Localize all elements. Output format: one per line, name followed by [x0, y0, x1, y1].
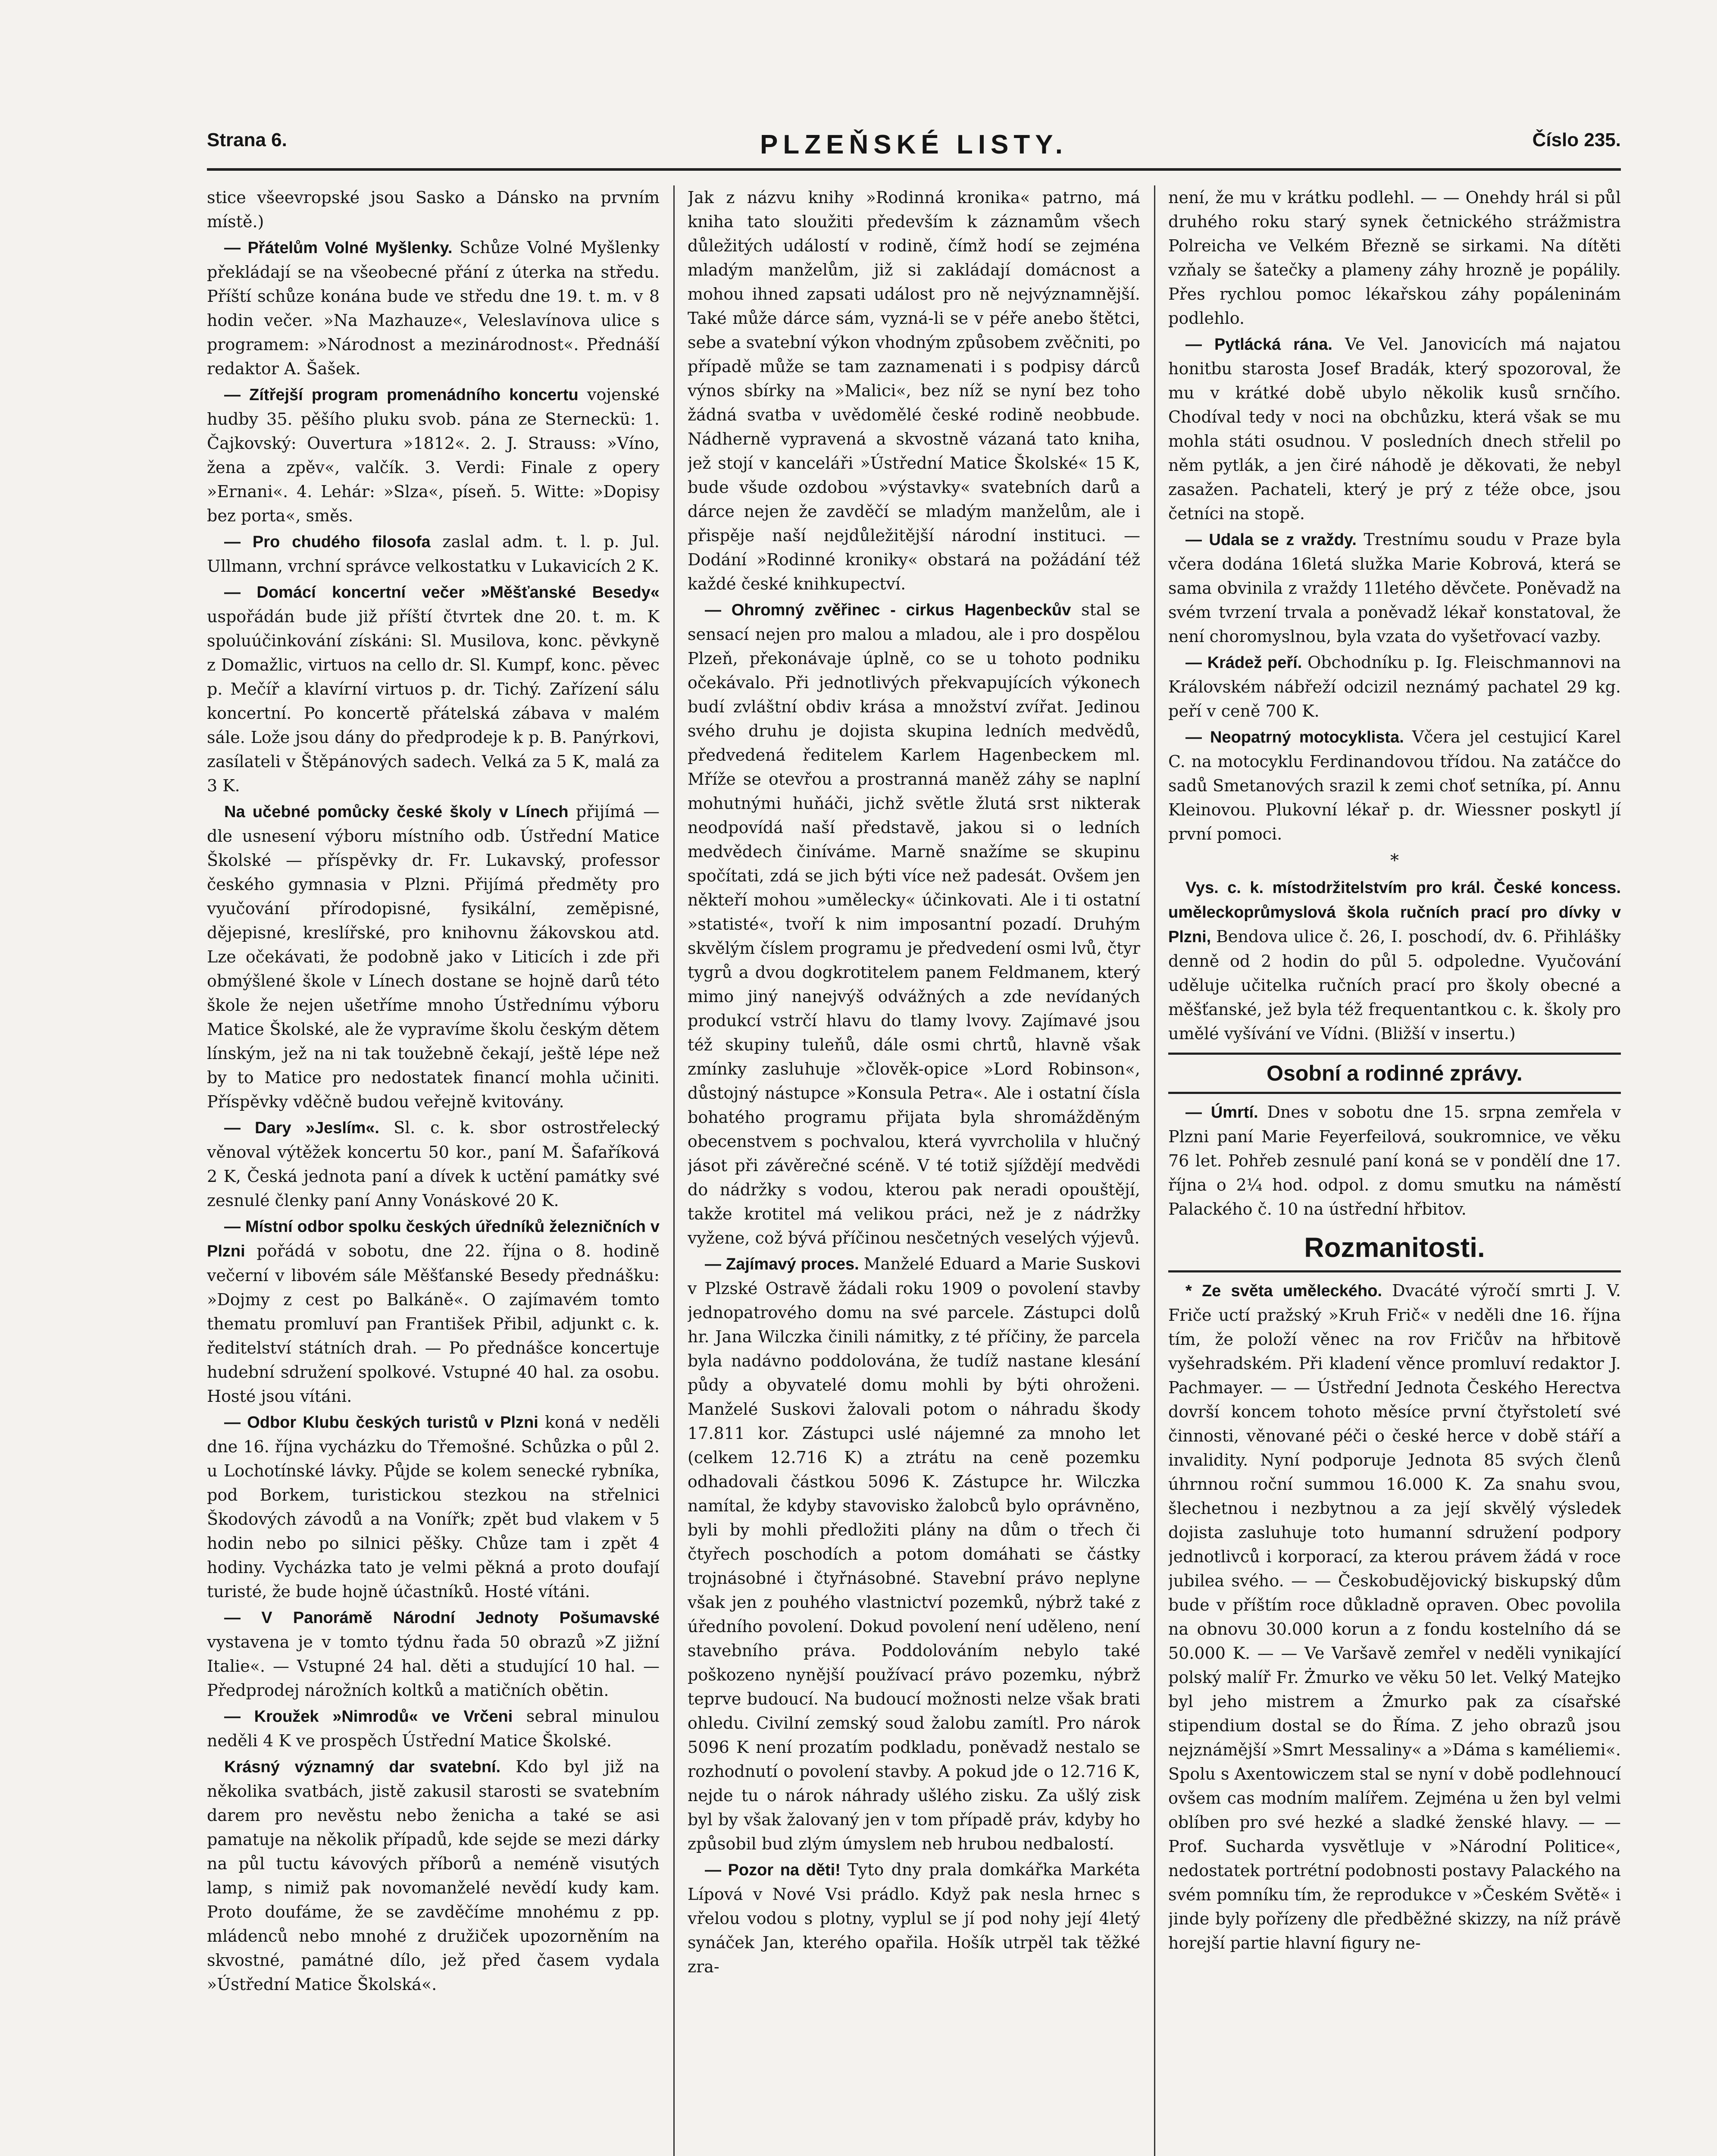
article-body: Manželé Eduard a Marie Suskovi v Plzské Ostravě žádali roku 1909 o povolení stavby jednopatrového domu na své parcele. Zástupci dolů hr. Jana Wilczka činili námitky, z té příčiny, že parcela byla nadávno poddolována, že tudíž nastane klesání půdy a obyvatelé domu mohli by býti ohroženi. Manželé Suskovi žalovali potom o náhradu škody 17.811 kor. Zástupci uslé nájemné za mnoho let (celkem 12.716 K) a ztrátu na ceně pozemku odhadovali částkou 5096 K. Zástupce hr. Wilczka namítal, že kdyby stavovisko žalobců bylo oprávněno, byli by mohli předložiti plány na dům o třech či čtyřech poschodích a potom domáhati se částky trojnásobné i čtyřnásobné. Stavební právo neplyne však jen z pouhého vlastnictví pozemků, nýbrž také z úředního povolení. Dokud povolení není uděleno, není stavebního práva. Poddolováním nebylo také poškozeno nynější používací právo pozemku, nýbrž teprve budoucí. Na budoucí možnosti nelze však brati ohledu. Civilní zemský soud žalobu zamítl. Pro nárok 5096 K není prozatím podkladu, poněvadž nestalo se rozhodnutí o povolení stavby. A pokud jde o 12.716 K, nejde tu o nárok náhrady ušlého zisku. Za ušlý zisk byl by však žalovaný jen v tom případě práv, kdyby ho způsobil bud zlým úmyslem neb hrubou nedbalostí.	[688, 1254, 1140, 1853]
separator-star: *	[1390, 851, 1399, 871]
article-headline: — Domácí koncertní večer »Měšťanské Besedy«	[224, 583, 660, 602]
article-paragraph	[1168, 725, 1621, 846]
article-body: Schůze Volné Myšlenky překládají se na všeobecné přání z úterka na středu. Příští schůze konána bude ve středu dne 19. t. m. v 8 hodin večer. »Na Mazhauze«, Veleslavínova ulice s programem: »Národnost a mezinárodnost«. Přednáší redaktor A. Šašek.	[207, 238, 660, 378]
article-body: Trestnímu soudu v Praze byla včera dodána 16letá služka Marie Kobrová, která se sama obvinila z vraždy 11letého děvčete. Poněvadž na svém tvrzení trvala a poněvadž lékař konstatoval, že není choromyslnou, byla vzata do vyšetřovací vazby.	[1168, 530, 1621, 646]
article-body: koná v neděli dne 16. října vycházku do Třemošné. Schůzka o půl 2. u Lochotínské lávky. Půjde se kolem senecké rybníka, pod Borkem, turistickou stezkou na střelnici Škodových závodů a na Vonířk; zpět bud vlakem v 5 hodin nebo po silnici pěšky. Chůze tam i zpět 4 hodiny. Vycházka tato je velmi pěkná a proto doufají turisté, že bude hojně účastníků. Hosté vítáni.	[207, 1413, 660, 1601]
article-headline: — Udala se z vraždy.	[1185, 531, 1364, 549]
column-1	[207, 185, 660, 2156]
article-body: sebral minulou neděli 4 K ve prospěch Ústřední Matice Školské.	[207, 1707, 660, 1750]
article-headline: * Ze světa uměleckého.	[1185, 1282, 1392, 1300]
article-body: přijímá — dle usnesení výboru místního odb. Ústřední Matice Školské — příspěvky dr. Fr. Lukavský, professor českého gymnasia v Plzni. Přijímá předměty pro vyučování přírodopisné, fysikální, zeměpisné, dějepisné, kreslířské, pro knihovnu žákovskou atd. Lze očekávati, že podobně jako v Liticích i zde při obmýšlené škole v Línech dostane se hojně darů této škole že nejen ušetříme mnoho Ústřednímu výboru Matice Školské, ale že vypravíme školu českým dětem línským, jež na ni tak toužebně čekají, ještě lépe než by to Matice pro nedostatek financí mohla učiniti. Příspěvky vděčně budou veřejně kvitovány.	[207, 802, 660, 1111]
article-paragraph	[1168, 332, 1621, 526]
column-3	[1168, 185, 1621, 2156]
article-headline: — Pro chudého filosofa	[224, 533, 443, 551]
article-paragraph	[1168, 875, 1621, 1046]
article-paragraph	[1168, 650, 1621, 723]
article-headline: — Ohromný zvěřinec - cirkus Hagenbeckův	[705, 601, 1082, 619]
article-headline: — Odbor Klubu českých turistů v Plzni	[224, 1413, 545, 1432]
article-paragraph	[207, 1214, 660, 1408]
article-headline: Vys. c. k. místodržitelstvím pro král. České koncess. uměleckoprůmyslová škola ručních prací pro dívky v Plzni,	[1168, 879, 1621, 946]
article-paragraph	[688, 1858, 1140, 1979]
article-paragraph	[207, 185, 660, 234]
article-headline: — Přátelům Volné Myšlenky.	[224, 239, 460, 257]
article-paragraph	[688, 185, 1140, 596]
article-body: stice všeevropské jsou Sasko a Dánsko na prvním místě.)	[207, 188, 660, 231]
article-paragraph	[1168, 1100, 1621, 1221]
newspaper-title: PLZEŇSKÉ LISTY.	[760, 130, 1068, 160]
article-body: vystavena je v tomto týdnu řada 50 obrazů »Z jižní Italie«. — Vstupné 24 hal. děti a studující 10 hal. — Předprodej nárožních koltků a matičních obětin.	[207, 1633, 660, 1700]
article-headline: Na učebné pomůcky české školy v Línech	[224, 803, 576, 821]
article-headline: — V Panorámě Národní Jednoty Pošumavské	[224, 1609, 660, 1627]
column-rule	[1154, 185, 1155, 2156]
article-paragraph	[207, 799, 660, 1114]
article-body: zaslal adm. t. l. p. Jul. Ullmann, vrchní správce velkostatku v Lukavicích 2 K.	[207, 532, 660, 576]
article-headline: — Zítřejší program promenádního koncertu	[224, 386, 587, 404]
article-headline: — Pytlácká rána.	[1185, 335, 1345, 354]
article-headline: — Neopatrný motocyklista.	[1185, 728, 1412, 746]
article-paragraph	[207, 1755, 660, 1996]
article-headline: — Dary »Jeslím«.	[224, 1119, 394, 1137]
article-paragraph	[207, 1410, 660, 1604]
article-body: Sl. c. k. sbor ostrostřelecký věnoval výtěžek koncertu 50 kor., paní M. Šafaříková 2 K, Česká jednota paní a dívek k uctění památky své zesnulé členky paní Anny Vonáskové 20 K.	[207, 1118, 660, 1210]
article-paragraph	[207, 580, 660, 798]
article-body: není, že mu v krátku podlehl. — — Onehdy hrál si půl druhého roku starý synek četnického strážmistra Polreicha ve Velkém Březně se sirkami. Na dítěti vzňaly se šatečky a plameny záhy hrozně je popálily. Přes rychlou pomoc lékařskou záhy popáleninám podlehlo.	[1168, 188, 1621, 328]
article-body: Bendova ulice č. 26, I. poschodí, dv. 6. Přihlášky denně od 2 hodin do půl 5. odpoledne. Vyučování uděluje učitelka ručních prací pro školy obecné a měšťanské, jež byla též frequentantkou c. k. školy pro umělé vyšívání ve Vídni. (Bližší v insertu.)	[1168, 927, 1621, 1043]
article-body: Tyto dny prala domkářka Markéta Lípová v Nové Vsi prádlo. Když pak nesla hrnec s vřelou vodou s plotny, vyplul se jí pod nohy její 4letý synáček Jan, kterého opařila. Hošík utrpěl tak těžké zra-	[688, 1860, 1140, 1976]
article-body: Dnes v sobotu dne 15. srpna zemřela v Plzni paní Marie Feyerfeilová, soukromnice, ve věku 76 let. Pohřeb zesnulé paní koná se v pondělí dne 17. října o 2¼ hod. odpol. z domu smutku na náměstí Palackého č. 10 na ústřední hřbitov.	[1168, 1103, 1621, 1219]
article-columns	[207, 185, 1621, 2156]
article-body: Dvacáté výročí smrti J. V. Friče uctí pražský »Kruh Frič« v neděli dne 16. října tím, že položí věnec na rov Fričův na hřbitově vyšehradském. Při kladení věnce promluví redaktor J. Pachmayer. — — Ústřední Jednota Českého Herectva dovrší koncem tohoto měsíce první čtyřstoletí své činnosti, věnované péči o české herce v době stáří a invalidity. Nyní podporuje Jednota 85 svých členů úhrnnou roční summou 16.000 K. Za snahu svou, šlechetnou i nezbytnou a za její skvělý výsledek dojista zasluhuje toto humanní sdružení podpory jednotlivců i korporací, za kterou právem žádá v roce jubilea svého. — — Českobudějovický biskupský dům bude v příštím roce důkladně opraven. Obec povolila na obnovu 30.000 korun a z fondu kostelního dá se 50.000 K. — — Ve Varšavě zemřel v neděli vynikající polský malíř Fr. Żmurko ve věku 50 let. Velký Matejko byl jeho mistrem a Żmurko pak za císařské stipendium dostal se do Říma. Z jeho obrazů jsou nejznámější »Smrt Messaliny« a »Dáma s kaméliemi«. Spolu s Axentowiczem stal se nyní v době podlehnoucí ovšem cas modním malířem. Zejména u žen byl velmi oblíben pro své hezké a sladké ženské hlavy. — — Prof. Sucharda vysvětluje v »Národní Politice«, nedostatek portrétní podobnosti postavy Palackého na svém pomníku tím, že reprodukce v »Českém Světě« i jinde byly pořízeny dle předběžné skizzy, na níž právě horejší partie hlavní figury ne-	[1168, 1281, 1621, 1952]
article-headline: — Pozor na děti!	[705, 1861, 848, 1879]
article-body: Včera jel cestujicí Karel C. na motocyklu Ferdinandovou třídou. Na zatáčce do sadů Smetanových srazil k zemi choť setníka, pí. Annu Kleinovou. Plukovní lékař p. dr. Wiessner poskytl jí první pomoci.	[1168, 727, 1621, 843]
column-2	[688, 185, 1140, 2156]
article-paragraph	[207, 530, 660, 578]
article-paragraph	[207, 1704, 660, 1753]
article-headline: — Kroužek »Nimrodů« ve Vrčeni	[224, 1708, 526, 1726]
article-headline: — Zajímavý proces.	[705, 1255, 864, 1273]
masthead	[207, 121, 1621, 171]
issue-number: Číslo 235.	[1532, 129, 1621, 150]
article-paragraph	[688, 598, 1140, 1250]
article-headline: — Krádež peří.	[1185, 654, 1308, 672]
article-headline: — Místní odbor spolku českých úředníků železničních v Plzni	[207, 1218, 660, 1260]
article-headline: Krásný významný dar svatební.	[224, 1758, 516, 1776]
article-body: Kdo byl již na několika svatbách, jistě zakusil starosti se svatebním darem pro nevěstu nebo ženicha a také se asi pamatuje na několik případů, kde sejde se mezi dárky na půl tuctu kávových příborů a neméně visutých lamp, s nimiž pak novomanželé nevědí kudy kam. Proto doufáme, že se zavděčíme mnohému z pp. mládenců nebo mnohé z družiček upozorněním na skvostné, památné dílo, jež před časem vydala »Ústřední Matice Školská«.	[207, 1757, 660, 1994]
section-heading: Rozmanitosti.	[1168, 1228, 1621, 1272]
article-body: Jak z názvu knihy »Rodinná kronika« patrno, má kniha tato sloužiti především k záznamům všech důležitých událostí v rodině, čímž hodí se zejména mladým manželům, již si zakládají domácnost a mohou ihned zapsati událost pro ně nejvýznamnější. Také může dárce sám, vyzná-li se v péře anebo štětci, sebe a svatební výkon vhodným způsobem zvěčniti, po případě může se tam zaznamenati i s podpisy dárců výnos sbírky na »Malici«, bez níž se nyní bez toho žádná svatba v uvědomělé české rodině neobbude. Nádherně vypravená a skvostně vázaná tato kniha, jež stojí v kanceláři »Ústřední Matice Školské« 15 K, bude všude ozdobou »výstavky« svatebních darů a dárce nejen že zavděčí se mladým manželům, ale i přispěje naší nejdůležitější národní instituci. — Dodání »Rodinné kroniky« obstará na požádání též každé české knihkupectví.	[688, 188, 1140, 593]
article-paragraph	[1168, 1279, 1621, 1955]
column-rule	[673, 185, 675, 2156]
article-paragraph	[1168, 185, 1621, 330]
article-body: uspořádán bude již příští čtvrtek dne 20. t. m. K spoluúčinkování získáni: Sl. Musilova, konc. pěvkyně z Domažlic, virtuos na cello dr. Sl. Kumpf, konc. pěvec p. Mečíř a klavírní virtuos p. dr. Tichý. Zařízení sálu koncertní. Po koncertě přátelská zábava v malém sále. Lože jsou dány do předprodeje k p. B. Panýrkovi, zasílateli v Štěpánových sadech. Velká za 5 K, malá za 3 K.	[207, 607, 660, 795]
article-paragraph	[207, 382, 660, 528]
section-heading: Osobní a rodinné zprávy.	[1168, 1053, 1621, 1094]
article-body: vojenské hudby 35. pěšího pluku svob. pána ze Sterneckü: 1. Čajkovský: Ouvertura »1812«. 2. J. Strauss: »Víno, žena a zpěv«, valčík. 3. Verdi: Finale z opery »Ernani«. 4. Lehár: »Slza«, píseň. 5. Witte: »Dopisy bez porta«, směs.	[207, 385, 660, 525]
article-body: pořádá v sobotu, dne 22. října o 8. hodině večerní v libovém sále Měšťanské Besedy přednášku: »Dojmy z cest po Balkáně«. O zajímavém tomto thematu promluví pan František Přibil, adjunkt c. k. ředitelství státních drah. — Po přednášce koncertuje hudební sdružení spolkové. Vstupné 40 hal. za osobu. Hosté jsou vítáni.	[207, 1241, 660, 1406]
article-paragraph	[207, 1605, 660, 1702]
article-paragraph	[1168, 527, 1621, 649]
article-paragraph	[207, 235, 660, 381]
article-headline: — Úmrtí.	[1185, 1103, 1267, 1122]
article-body: Obchodníku p. Ig. Fleischmannovi na Královském nábřeží odcizil neznámý pachatel 29 kg. peří v ceně 700 K.	[1168, 653, 1621, 721]
article-paragraph	[207, 1116, 660, 1213]
article-body: Ve Vel. Janovicích má najatou honitbu starosta Josef Bradák, který spozoroval, že mu v krátké době ubylo několik kusů srnčího. Chodíval tedy v noci na obchůzku, která však se mu mohla státi osudnou. V posledních dnech střelil po něm pytlák, a jen čiré náhodě je děkovati, že nebyl zasažen. Pachateli, který je prý z téže obce, jsou četníci na stopě.	[1168, 335, 1621, 523]
article-paragraph	[688, 1252, 1140, 1856]
article-body: stal se sensací nejen pro malou a mladou, ale i pro dospělou Plzeň, překonávaje úplně, co se u tohoto podniku očekávalo. Při jednotlivých překvapujících výkonech budí zvláštní obdiv krása a množství zvířat. Jedinou svého druhu je dojista skupina ledních medvědů, předvedená ředitelem Karlem Hagenbeckem ml. Mříže se otevřou a prostranná maněž záhy se naplní mohutnými huňáči, jichž světle žlutá srst nikterak neodpovídá naší představě, jakou si o ledních medvědech činíváme. Marně snažíme se skupinu spočítati, zdá se jich býti více než padesát. Ovšem jen někteří mohou »umělecky« účinkovati. Ale i ti ostatní »statisté«, tvoří k nim imposantní pozadí. Druhým skvělým číslem programu je předvedení osmi lvů, čtyr tygrů a dvou dogkrotitelem panem Feldmanem, který mimo jiný nanejvýš odvážných a zde nevídaných produkcí vstrčí hlavu do tlamy lvovy. Zajímavé jsou též skupiny tuleňů, dále osmi chrtů, hlavně však zmínky zasluhuje »člověk-opice »Lord Robinson«, důstojný nástupce »Konsula Petra«. Ale i ostatní čísla bohatého programu přijata byla shromážděným obecenstvem s pochvalou, která vyvrcholila v hlučný jásot při závěrečné scéně. V té totiž sjíždějí medvědi do nádržky s vodou, kterou pak neradi opouštějí, takže krotitel má velikou práci, než je z nádržky vyžene, což bývá příčinou nesčetných veselých výjevů.	[688, 600, 1140, 1247]
page-number: Strana 6.	[207, 129, 287, 150]
